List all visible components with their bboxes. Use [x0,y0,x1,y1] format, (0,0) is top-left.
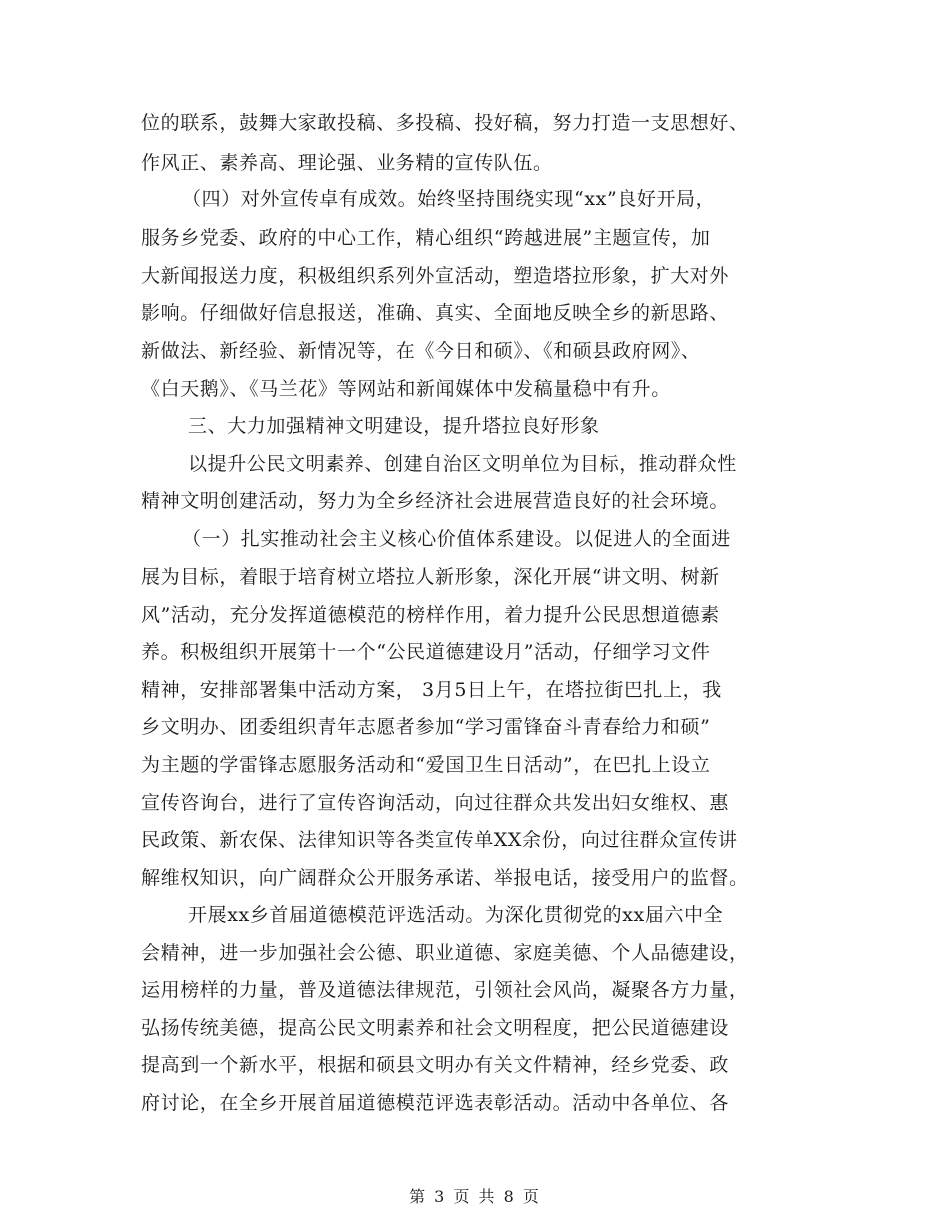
paragraph-line: 民政策、新农保、法律知识等各类宣传单XX余份，向过往群众宣传讲 [141,829,738,851]
paragraph-line: 解维权知识，向广阔群众公开服务承诺、举报电话，接受用户的监督。 [141,867,749,889]
paragraph-line: 展为目标，着眼于培育树立塔拉人新形象，深化开展“讲文明、树新 [141,566,720,588]
paragraph-line: 风”活动，充分发挥道德模范的榜样作用，着力提升公民思想道德素 [141,604,720,626]
paragraph-line: 作风正、素养高、理论强、业务精的宣传队伍。 [141,152,553,174]
paragraph-line: 以提升公民文明素养、创建自治区文明单位为目标，推动群众性 [188,453,737,475]
paragraph-line: 为主题的学雷锋志愿服务活动和“爱国卫生日活动”，在巴扎上设立 [141,754,711,776]
paragraph-line: 提高到一个新水平，根据和硕县文明办有关文件精神，经乡党委、政 [141,1054,730,1076]
paragraph-line: 新做法、新经验、新情况等，在《今日和硕》、《和硕县政府网》、 [141,340,701,362]
paragraph-line: 影响。仔细做好信息报送，准确、真实、全面地反映全乡的新思路、 [141,302,730,324]
paragraph-line: 运用榜样的力量，普及道德法律规范，引领社会风尚，凝聚各方力量， [141,979,749,1001]
paragraph-line: 乡文明办、团委组织青年志愿者参加“学习雷锋奋斗青春给力和硕” [141,716,711,738]
paragraph-line: 精神文明创建活动，努力为全乡经济社会进展营造良好的社会环境。 [141,490,730,512]
paragraph-line: 精神，安排部署集中活动方案， 3月5日上午，在塔拉街巴扎上，我 [141,679,722,701]
paragraph-line: 府讨论，在全乡开展首届道德模范评选表彰活动。活动中各单位、各 [141,1092,730,1114]
paragraph-line: 大新闻报送力度，积极组织系列外宣活动，塑造塔拉形象，扩大对外 [141,265,730,287]
page-number-footer: 第 3 页 共 8 页 [409,1187,541,1206]
paragraph-line: （四）对外宣传卓有成效。始终坚持围绕实现“xx”良好开局， [182,188,716,210]
paragraph-line: 开展xx乡首届道德模范评选活动。为深化贯彻党的xx届六中全 [188,904,724,926]
paragraph-line: 服务乡党委、政府的中心工作，精心组织“跨越进展”主题宣传，加 [141,227,711,249]
paragraph-line: 会精神，进一步加强社会公德、职业道德、家庭美德、个人品德建设， [141,942,749,964]
paragraph-line: 《白天鹅》、《马兰花》等网站和新闻媒体中发稿量稳中有升。 [141,378,671,400]
paragraph-line: 弘扬传统美德，提高公民文明素养和社会文明程度，把公民道德建设 [141,1017,730,1039]
section-heading: 三、大力加强精神文明建设，提升塔拉良好形象 [188,415,600,437]
paragraph-line: （一）扎实推动社会主义核心价值体系建设。以促进人的全面进 [182,528,731,550]
paragraph-line: 养。积极组织开展第十一个“公民道德建设月”活动，仔细学习文件 [141,641,711,663]
paragraph-line: 宣传咨询台，进行了宣传咨询活动，向过往群众共发出妇女维权、惠 [141,792,730,814]
paragraph-line: 位的联系，鼓舞大家敢投稿、多投稿、投好稿，努力打造一支思想好、 [141,112,749,134]
